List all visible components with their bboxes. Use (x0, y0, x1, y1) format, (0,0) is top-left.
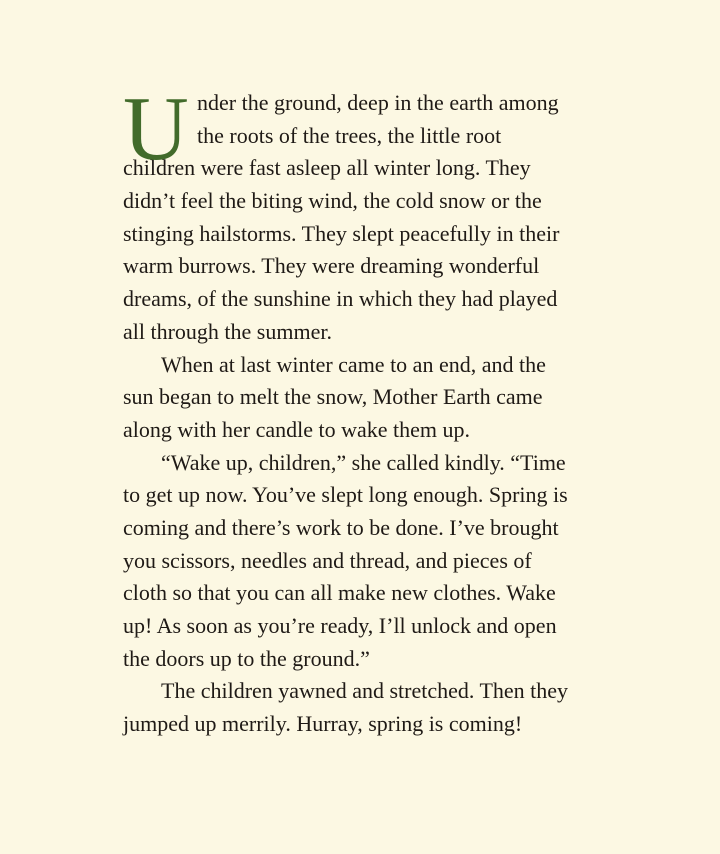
story-text (123, 78, 598, 741)
story-line: stinging hailstorms. They slept peacefully in their (123, 220, 560, 246)
story-line: The children yawned and stretched. Then they (161, 678, 569, 704)
story-line: all through the summer. (123, 318, 332, 344)
story-line: When at last winter came to an end, and the (161, 351, 546, 377)
story-line: nder the ground, deep in the earth among (197, 90, 559, 115)
story-line: the doors up to the ground.” (123, 645, 370, 671)
story-line: the roots of the trees, the little root (197, 122, 502, 148)
story-line: “Wake up, children,” she called kindly. “Time (161, 449, 566, 475)
story-line: sun began to melt the snow, Mother Earth came (123, 384, 543, 410)
story-line: along with her candle to wake them up. (123, 416, 471, 442)
story-line: coming and there’s work to be done. I’ve brought (123, 514, 559, 540)
story-line: didn’t feel the biting wind, the cold snow or the (123, 188, 542, 214)
story-line: jumped up merrily. Hurray, spring is coming! (123, 711, 523, 737)
story-line: dreams, of the sunshine in which they had played (123, 286, 558, 312)
story-line: cloth so that you can all make new clothes. Wake (123, 580, 556, 606)
story-line: warm burrows. They were dreaming wonderful (123, 253, 540, 279)
story-line: to get up now. You’ve slept long enough. Spring is (123, 482, 568, 508)
story-line: up! As soon as you’re ready, I’ll unlock and open (123, 613, 557, 638)
story-line: children were fast asleep all winter long. They (123, 155, 531, 181)
drop-cap: U (123, 78, 188, 179)
story-line: you scissors, needles and thread, and pieces of (123, 547, 532, 573)
